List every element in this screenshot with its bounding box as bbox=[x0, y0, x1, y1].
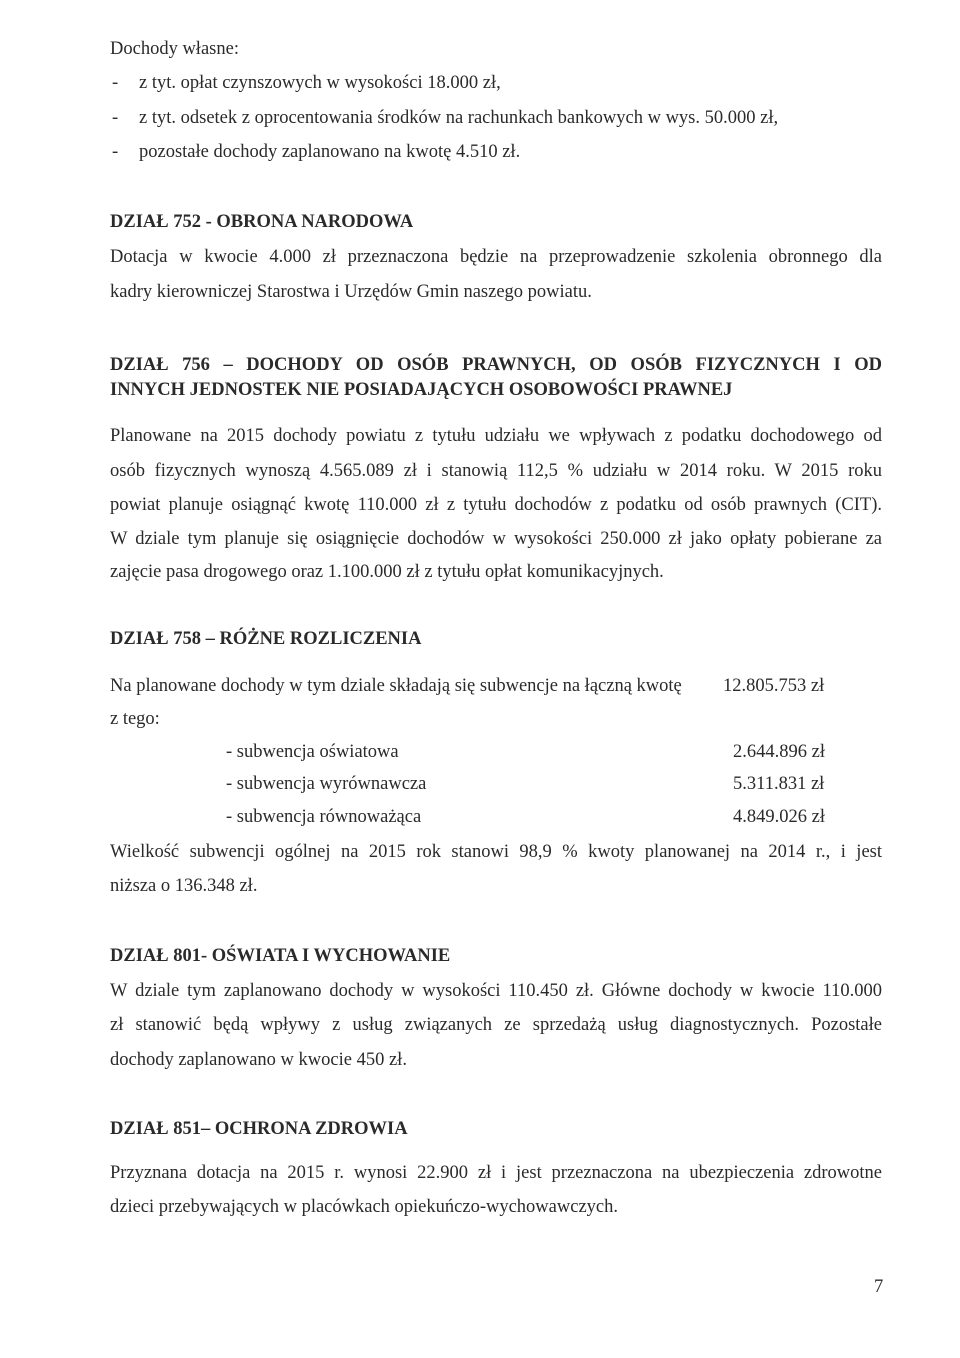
section-758-summary-line: Wielkość subwencji ogólnej na 2015 rok stanowi 98,9 % kwoty planowanej na 2014 r., i jest bbox=[110, 842, 882, 862]
section-756-text-line: zajęcie pasa drogowego oraz 1.100.000 zł z tytułu opłat komunikacyjnych. bbox=[110, 562, 664, 582]
subsidy-amount: 5.311.831 zł bbox=[733, 774, 825, 794]
section-756-text-line: osób fizycznych wynoszą 4.565.089 zł i stanowią 112,5 % udziału w 2014 roku. W 2015 roku bbox=[110, 461, 882, 481]
section-801-text-line: W dziale tym zaplanowano dochody w wysokości 110.450 zł. Główne dochody w kwocie 110.000 bbox=[110, 981, 882, 1001]
section-758-total: 12.805.753 zł bbox=[723, 676, 825, 696]
section-851-heading: DZIAŁ 851– OCHRONA ZDROWIA bbox=[110, 1119, 408, 1139]
own-income-item: pozostałe dochody zaplanowano na kwotę 4.510 zł. bbox=[139, 142, 521, 162]
section-801-text-line: dochody zaplanowano w kwocie 450 zł. bbox=[110, 1050, 407, 1070]
section-752-text-line: Dotacja w kwocie 4.000 zł przeznaczona będzie na przeprowadzenie szkolenia obronnego dla bbox=[110, 247, 882, 267]
own-income-item: z tyt. opłat czynszowych w wysokości 18.000 zł, bbox=[139, 73, 501, 93]
bullet-dash: - bbox=[112, 108, 119, 128]
own-income-item: z tyt. odsetek z oprocentowania środków na rachunkach bankowych w wys. 50.000 zł, bbox=[139, 108, 779, 128]
section-801-heading: DZIAŁ 801- OŚWIATA I WYCHOWANIE bbox=[110, 946, 451, 966]
section-758-heading: DZIAŁ 758 – RÓŻNE ROZLICZENIA bbox=[110, 629, 422, 649]
subsidy-label: - subwencja wyrównawcza bbox=[226, 774, 427, 794]
own-income-title: Dochody własne: bbox=[110, 39, 239, 59]
section-851-text-line: dzieci przebywających w placówkach opiekuńczo-wychowawczych. bbox=[110, 1197, 618, 1217]
section-752-text-line: kadry kierowniczej Starostwa i Urzędów Gmin naszego powiatu. bbox=[110, 282, 592, 302]
section-758-of-which: z tego: bbox=[110, 709, 160, 729]
subsidy-amount: 2.644.896 zł bbox=[733, 742, 825, 762]
section-756-heading: DZIAŁ 756 – DOCHODY OD OSÓB PRAWNYCH, OD OSÓB FIZYCZNYCH I OD bbox=[110, 355, 882, 375]
section-756-heading: INNYCH JEDNOSTEK NIE POSIADAJĄCYCH OSOBOWOŚCI PRAWNEJ bbox=[110, 380, 733, 400]
section-752-heading: DZIAŁ 752 - OBRONA NARODOWA bbox=[110, 212, 414, 232]
section-851-text-line: Przyznana dotacja na 2015 r. wynosi 22.900 zł i jest przeznaczona na ubezpieczenia zdrowotne bbox=[110, 1163, 882, 1183]
bullet-dash: - bbox=[112, 142, 119, 162]
subsidy-label: - subwencja równoważąca bbox=[226, 807, 422, 827]
page-number: 7 bbox=[874, 1277, 884, 1297]
section-758-summary-line: niższa o 136.348 zł. bbox=[110, 876, 258, 896]
bullet-dash: - bbox=[112, 73, 119, 93]
subsidy-label: - subwencja oświatowa bbox=[226, 742, 399, 762]
section-758-intro: Na planowane dochody w tym dziale składają się subwencje na łączną kwotę bbox=[110, 676, 682, 696]
section-801-text-line: zł stanowić będą wpływy z usług związanych ze sprzedażą usług diagnostycznych. Pozostałe bbox=[110, 1015, 882, 1035]
section-756-text-line: powiat planuje osiągnąć kwotę 110.000 zł z tytułu dochodów z podatku od osób prawnych (CIT). bbox=[110, 495, 882, 515]
section-756-text-line: Planowane na 2015 dochody powiatu z tytułu udziału we wpływach z podatku dochodowego od bbox=[110, 426, 882, 446]
subsidy-amount: 4.849.026 zł bbox=[733, 807, 825, 827]
section-756-text-line: W dziale tym planuje się osiągnięcie dochodów w wysokości 250.000 zł jako opłaty pobierane za bbox=[110, 529, 882, 549]
